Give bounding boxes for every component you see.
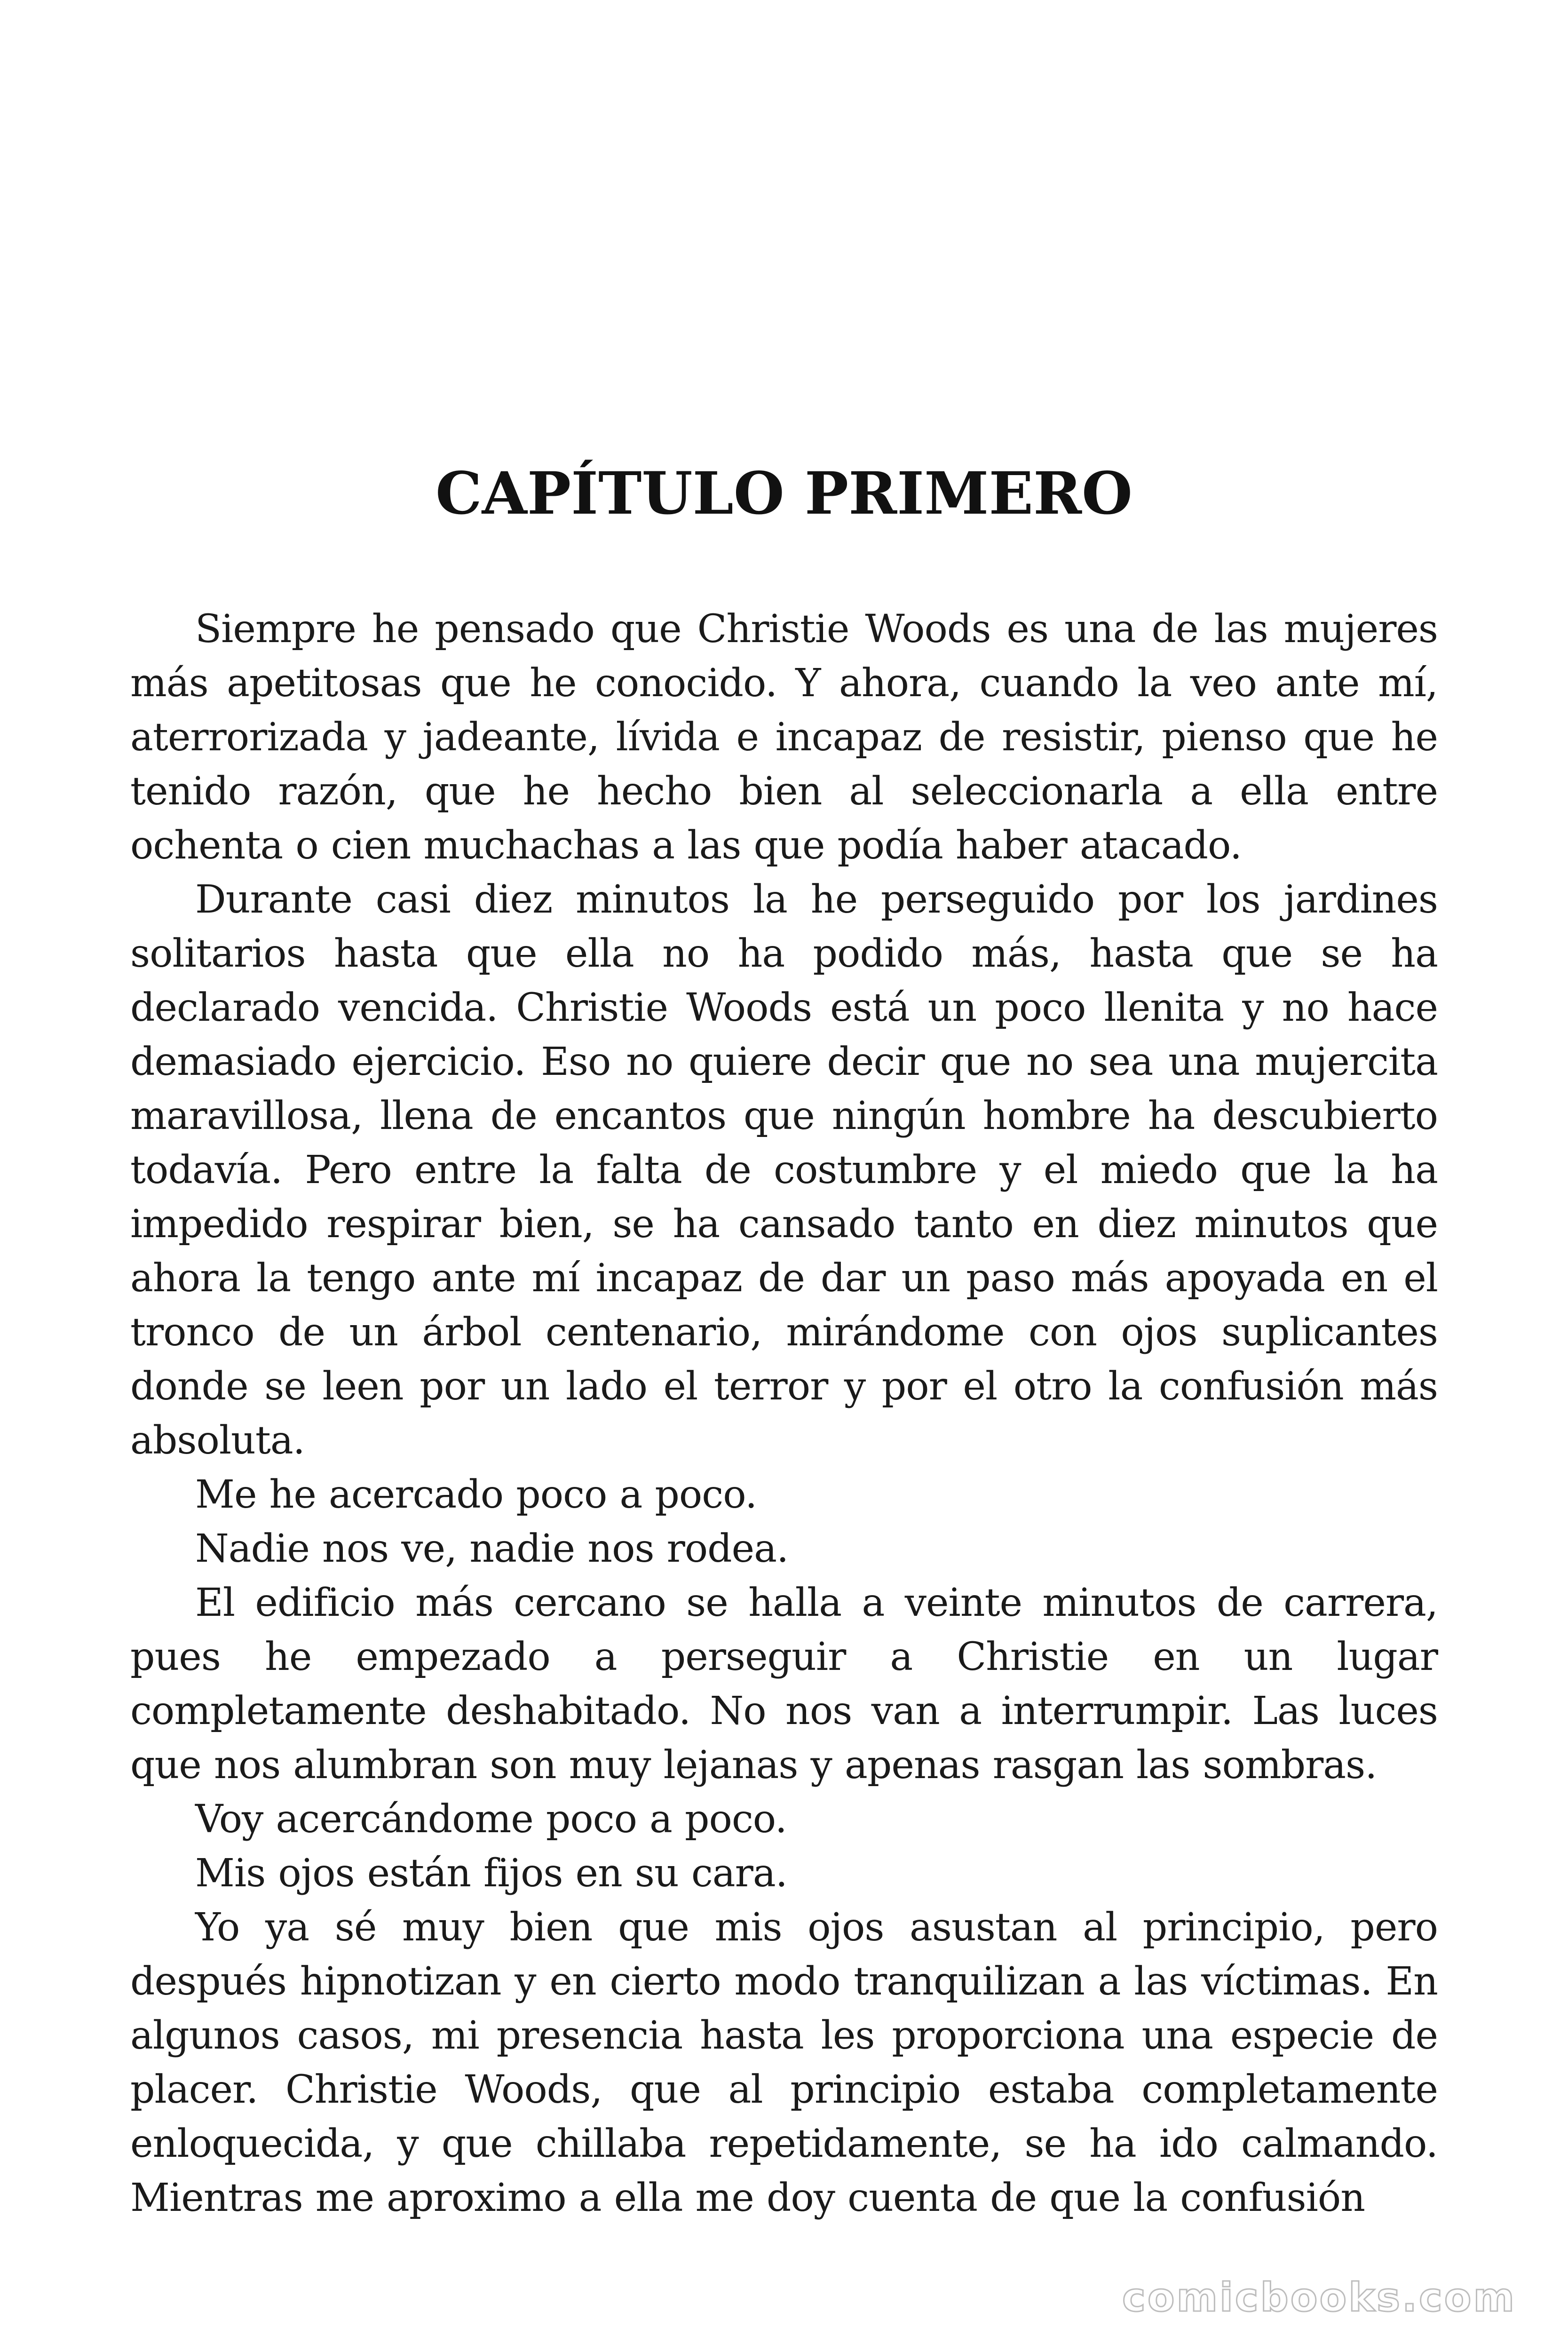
watermark: comicbooks.com [1122, 2274, 1516, 2320]
paragraph: El edificio más cercano se halla a veinte minutos de carrera, pues he empezado a perseguir a Christie en un lugar completamente deshabitado. No nos van a interrumpir. Las luces que nos alumbran son muy lejanas y apenas rasgan las sombras. [130, 1581, 1438, 1788]
paragraph: Me he acercado poco a poco. [195, 1472, 757, 1517]
paragraph: Yo ya sé muy bien que mis ojos asustan al principio, pero después hipnotizan y en cierto modo tranquilizan a las víctimas. En algunos casos, mi presencia hasta les proporciona una especie de placer. Christie Woods, que al principio estaba completamente enloquecida, y que chillaba repetidamente, se ha ido calmando. Mientras me aproximo a ella me doy cuenta de que la confusión [130, 1905, 1438, 2220]
paragraph: Durante casi diez minutos la he perseguido por los jardines solitarios hasta que ella no ha podido más, hasta que se ha declarado vencida. Christie Woods está un poco llenita y no hace demasiado ejercicio. Eso no quiere decir que no sea una mujercita maravillosa, llena de encantos que ningún hombre ha descubierto todavía. Pero entre la falta de costumbre y el miedo que la ha impedido respirar bien, se ha cansado tanto en diez minutos que ahora la tengo ante mí incapaz de dar un paso más apoyada en el tronco de un árbol centenario, mirándome con ojos suplicantes donde se leen por un lado el terror y por el otro la confusión más absoluta. [130, 877, 1438, 1463]
paragraph: Voy acercándome poco a poco. [195, 1797, 787, 1842]
paragraph: Siempre he pensado que Christie Woods es una de las mujeres más apetitosas que he conocido. Y ahora, cuando la veo ante mí, aterrorizada y jadeante, lívida e incapaz de resistir, pienso que he tenido razón, que he hecho bien al seleccionarla a ella entre ochenta o cien muchachas a las que podía haber atacado. [130, 607, 1438, 868]
paragraph: Mis ojos están fijos en su cara. [195, 1851, 787, 1896]
chapter-body [130, 602, 1438, 2225]
paragraph: Nadie nos ve, nadie nos rodea. [195, 1526, 789, 1571]
chapter-title: CAPÍTULO PRIMERO [435, 460, 1133, 528]
